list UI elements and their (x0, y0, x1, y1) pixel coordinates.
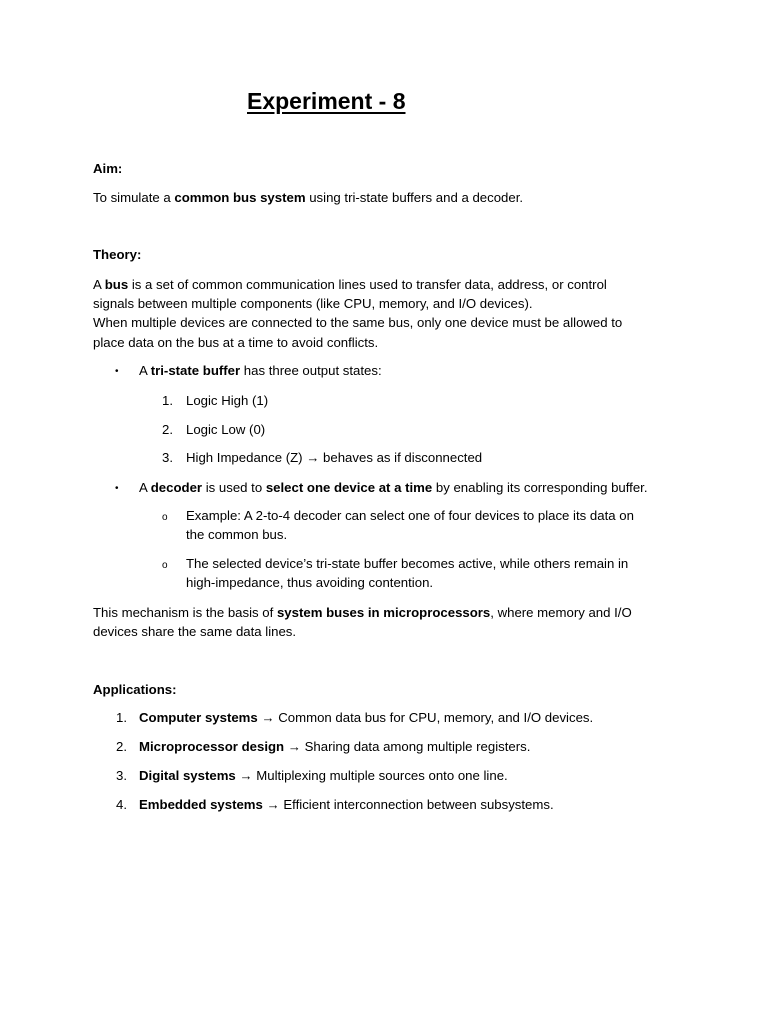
aim-text: To simulate a common bus system using tri-state buffers and a decoder. (93, 190, 524, 205)
list-number: 4. (116, 797, 127, 812)
list-number: 2. (162, 422, 173, 437)
list-number: 1. (116, 710, 127, 725)
application-item: Microprocessor design → Sharing data among multiple registers. (139, 739, 531, 754)
theory-heading: Theory: (93, 247, 142, 262)
sub-bullet-marker: o (162, 512, 168, 523)
decoder-bullet-text: A decoder is used to select one device at a time by enabling its corresponding buffer. (139, 480, 648, 495)
bullet-marker: • (115, 366, 119, 377)
aim-heading: Aim: (93, 161, 123, 176)
list-item: Logic Low (0) (186, 422, 266, 437)
list-number: 1. (162, 393, 173, 408)
sub-bullet-line: Example: A 2-to-4 decoder can select one of four devices to place its data on (186, 508, 634, 523)
page-title: Experiment - 8 (247, 88, 406, 114)
list-number: 3. (162, 450, 173, 465)
tri-state-bullet-text: A tri-state buffer has three output states: (139, 363, 382, 378)
bullet-marker: • (115, 483, 119, 494)
list-item: Logic High (1) (186, 393, 269, 408)
list-number: 3. (116, 768, 127, 783)
sub-bullet-marker: o (162, 560, 168, 571)
theory-paragraph-2-line-2: place data on the bus at a time to avoid conflicts. (93, 335, 379, 350)
list-item: High Impedance (Z) → behaves as if disconnected (186, 450, 483, 465)
application-item: Digital systems → Multiplexing multiple sources onto one line. (139, 768, 508, 783)
list-number: 2. (116, 739, 127, 754)
theory-paragraph-3-line-1: This mechanism is the basis of system buses in microprocessors, where memory and I/O (93, 605, 632, 620)
application-item: Computer systems → Common data bus for CPU, memory, and I/O devices. (139, 710, 594, 725)
sub-bullet-line: the common bus. (186, 527, 288, 542)
sub-bullet-line: The selected device’s tri-state buffer becomes active, while others remain in (186, 556, 629, 571)
theory-paragraph-2-line-1: When multiple devices are connected to the same bus, only one device must be allowed to (93, 315, 623, 330)
sub-bullet-line: high-impedance, thus avoiding contention. (186, 575, 434, 590)
application-item: Embedded systems → Efficient interconnection between subsystems. (139, 797, 554, 812)
applications-heading: Applications: (93, 682, 177, 697)
theory-paragraph-3-line-2: devices share the same data lines. (93, 624, 297, 639)
theory-paragraph-1-line-1: A bus is a set of common communication lines used to transfer data, address, or control (93, 277, 607, 292)
theory-paragraph-1-line-2: signals between multiple components (like CPU, memory, and I/O devices). (93, 296, 533, 311)
